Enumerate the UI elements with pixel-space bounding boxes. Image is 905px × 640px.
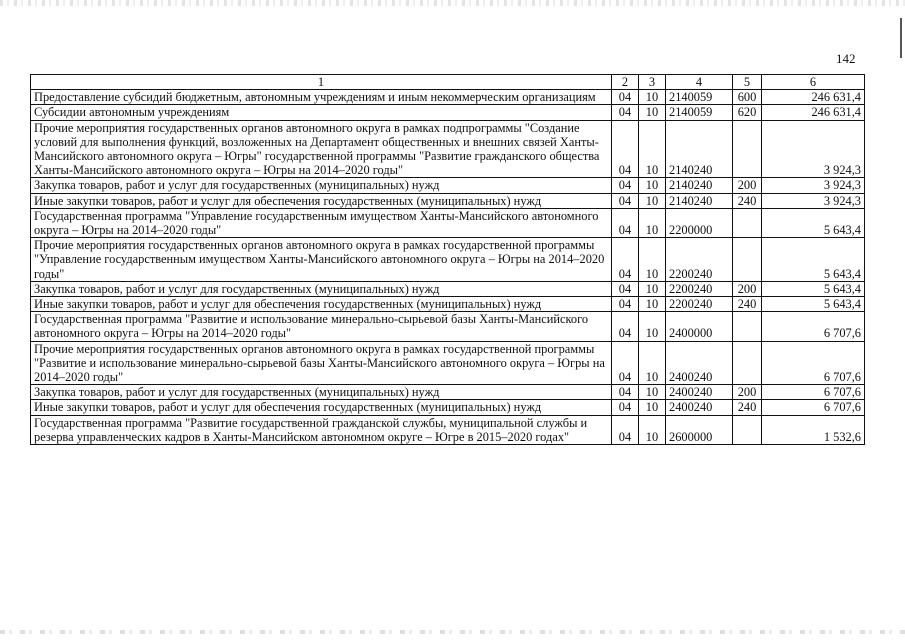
page-number: 142 bbox=[836, 51, 856, 66]
scan-edge-top bbox=[0, 0, 905, 6]
table-row bbox=[31, 208, 865, 237]
table-row bbox=[31, 281, 865, 296]
row-name: Прочие мероприятия государственных органов автономного округа в рамках государственной программы "Управление государственным имуществом Ханты-Мансийского автономного округа – Югры на 2014–2020 годы" bbox=[31, 238, 612, 282]
row-code-subsection: 10 bbox=[639, 178, 666, 193]
row-amount: 246 631,4 bbox=[762, 105, 865, 120]
row-code-expense-type bbox=[733, 415, 762, 444]
table-row bbox=[31, 297, 865, 312]
row-code-expense-type: 200 bbox=[733, 281, 762, 296]
row-code-expense-type bbox=[733, 208, 762, 237]
row-code-target: 2400000 bbox=[666, 312, 733, 341]
row-code-target: 2200240 bbox=[666, 281, 733, 296]
row-code-expense-type: 620 bbox=[733, 105, 762, 120]
row-code-subsection: 10 bbox=[639, 120, 666, 178]
row-code-subsection: 10 bbox=[639, 193, 666, 208]
row-name: Иные закупки товаров, работ и услуг для обеспечения государственных (муниципальных) нужд bbox=[31, 297, 612, 312]
row-code-target: 2140059 bbox=[666, 90, 733, 105]
row-code-section: 04 bbox=[612, 281, 639, 296]
table-row bbox=[31, 341, 865, 385]
row-amount: 5 643,4 bbox=[762, 238, 865, 282]
row-amount: 5 643,4 bbox=[762, 208, 865, 237]
row-code-target: 2200000 bbox=[666, 208, 733, 237]
row-code-section: 04 bbox=[612, 178, 639, 193]
table-row bbox=[31, 400, 865, 415]
row-code-subsection: 10 bbox=[639, 238, 666, 282]
header-row bbox=[31, 75, 865, 90]
row-amount: 6 707,6 bbox=[762, 400, 865, 415]
row-code-target: 2400240 bbox=[666, 400, 733, 415]
row-code-subsection: 10 bbox=[639, 105, 666, 120]
row-amount: 6 707,6 bbox=[762, 312, 865, 341]
row-name: Закупка товаров, работ и услуг для государственных (муниципальных) нужд bbox=[31, 178, 612, 193]
header-col-1: 1 bbox=[31, 75, 612, 90]
row-name: Государственная программа "Развитие государственной гражданской службы, муниципальной службы и резерва управленческих кадров в Ханты-Мансийском автономном округе – Югре в 2015–2020 годах" bbox=[31, 415, 612, 444]
table-row bbox=[31, 120, 865, 178]
row-code-subsection: 10 bbox=[639, 208, 666, 237]
row-amount: 3 924,3 bbox=[762, 193, 865, 208]
table-row bbox=[31, 312, 865, 341]
row-code-section: 04 bbox=[612, 400, 639, 415]
row-amount: 1 532,6 bbox=[762, 415, 865, 444]
row-code-section: 04 bbox=[612, 385, 639, 400]
row-code-subsection: 10 bbox=[639, 297, 666, 312]
row-code-subsection: 10 bbox=[639, 400, 666, 415]
table-row bbox=[31, 385, 865, 400]
row-code-target: 2140240 bbox=[666, 120, 733, 178]
row-amount: 5 643,4 bbox=[762, 281, 865, 296]
scan-edge-bottom bbox=[0, 630, 905, 634]
row-amount: 246 631,4 bbox=[762, 90, 865, 105]
scan-edge-right bbox=[900, 18, 902, 58]
row-code-subsection: 10 bbox=[639, 415, 666, 444]
row-code-section: 04 bbox=[612, 120, 639, 178]
row-name: Закупка товаров, работ и услуг для государственных (муниципальных) нужд bbox=[31, 385, 612, 400]
row-name: Государственная программа "Управление государственным имуществом Ханты-Мансийского автономного округа – Югры на 2014–2020 годы" bbox=[31, 208, 612, 237]
row-code-expense-type: 200 bbox=[733, 385, 762, 400]
row-code-target: 2600000 bbox=[666, 415, 733, 444]
row-code-expense-type: 200 bbox=[733, 178, 762, 193]
row-code-target: 2140059 bbox=[666, 105, 733, 120]
row-code-target: 2140240 bbox=[666, 178, 733, 193]
row-amount: 6 707,6 bbox=[762, 385, 865, 400]
row-code-expense-type: 240 bbox=[733, 297, 762, 312]
header-col-2: 2 bbox=[612, 75, 639, 90]
row-code-section: 04 bbox=[612, 341, 639, 385]
row-code-target: 2400240 bbox=[666, 341, 733, 385]
budget-table bbox=[30, 74, 865, 445]
table-row bbox=[31, 178, 865, 193]
row-code-expense-type: 240 bbox=[733, 193, 762, 208]
row-code-target: 2140240 bbox=[666, 193, 733, 208]
row-code-target: 2400240 bbox=[666, 385, 733, 400]
row-code-expense-type bbox=[733, 120, 762, 178]
row-code-expense-type: 600 bbox=[733, 90, 762, 105]
table-body bbox=[31, 90, 865, 445]
row-code-subsection: 10 bbox=[639, 281, 666, 296]
row-code-expense-type bbox=[733, 312, 762, 341]
row-amount: 3 924,3 bbox=[762, 178, 865, 193]
header-col-6: 6 bbox=[762, 75, 865, 90]
row-amount: 5 643,4 bbox=[762, 297, 865, 312]
row-code-subsection: 10 bbox=[639, 341, 666, 385]
row-code-expense-type bbox=[733, 341, 762, 385]
row-code-section: 04 bbox=[612, 193, 639, 208]
row-code-expense-type: 240 bbox=[733, 400, 762, 415]
row-code-section: 04 bbox=[612, 90, 639, 105]
table-header bbox=[31, 75, 865, 90]
row-name: Субсидии автономным учреждениям bbox=[31, 105, 612, 120]
table-row bbox=[31, 90, 865, 105]
row-amount: 6 707,6 bbox=[762, 341, 865, 385]
row-code-section: 04 bbox=[612, 238, 639, 282]
row-code-section: 04 bbox=[612, 297, 639, 312]
row-code-expense-type bbox=[733, 238, 762, 282]
header-col-5: 5 bbox=[733, 75, 762, 90]
row-name: Прочие мероприятия государственных органов автономного округа в рамках государственной программы "Развитие и использование минерально-сырьевой базы Ханты-Мансийского автономного округа – Югры на 2014–2020 годы" bbox=[31, 341, 612, 385]
row-amount: 3 924,3 bbox=[762, 120, 865, 178]
row-code-subsection: 10 bbox=[639, 90, 666, 105]
row-code-target: 2200240 bbox=[666, 238, 733, 282]
row-name: Предоставление субсидий бюджетным, автономным учреждениям и иным некоммерческим организациям bbox=[31, 90, 612, 105]
row-code-section: 04 bbox=[612, 208, 639, 237]
row-code-target: 2200240 bbox=[666, 297, 733, 312]
row-code-subsection: 10 bbox=[639, 312, 666, 341]
header-col-3: 3 bbox=[639, 75, 666, 90]
table-row bbox=[31, 238, 865, 282]
table-row bbox=[31, 193, 865, 208]
row-code-section: 04 bbox=[612, 105, 639, 120]
row-name: Закупка товаров, работ и услуг для государственных (муниципальных) нужд bbox=[31, 281, 612, 296]
row-name: Государственная программа "Развитие и использование минерально-сырьевой базы Ханты-Мансийского автономного округа – Югры на 2014–2020 годы" bbox=[31, 312, 612, 341]
row-code-section: 04 bbox=[612, 312, 639, 341]
table-row bbox=[31, 105, 865, 120]
header-col-4: 4 bbox=[666, 75, 733, 90]
table-row bbox=[31, 415, 865, 444]
row-code-subsection: 10 bbox=[639, 385, 666, 400]
row-name: Иные закупки товаров, работ и услуг для обеспечения государственных (муниципальных) нужд bbox=[31, 193, 612, 208]
row-name: Иные закупки товаров, работ и услуг для обеспечения государственных (муниципальных) нужд bbox=[31, 400, 612, 415]
row-code-section: 04 bbox=[612, 415, 639, 444]
row-name: Прочие мероприятия государственных органов автономного округа в рамках подпрограммы "Создание условий для выполнения функций, возложенных на Департамент общественных и внешних связей Ханты-Мансийского автономного округа – Югры" государственной программы "Развитие гражданского общества Ханты-Мансийского автономного округа – Югры на 2014–2020 годы" bbox=[31, 120, 612, 178]
